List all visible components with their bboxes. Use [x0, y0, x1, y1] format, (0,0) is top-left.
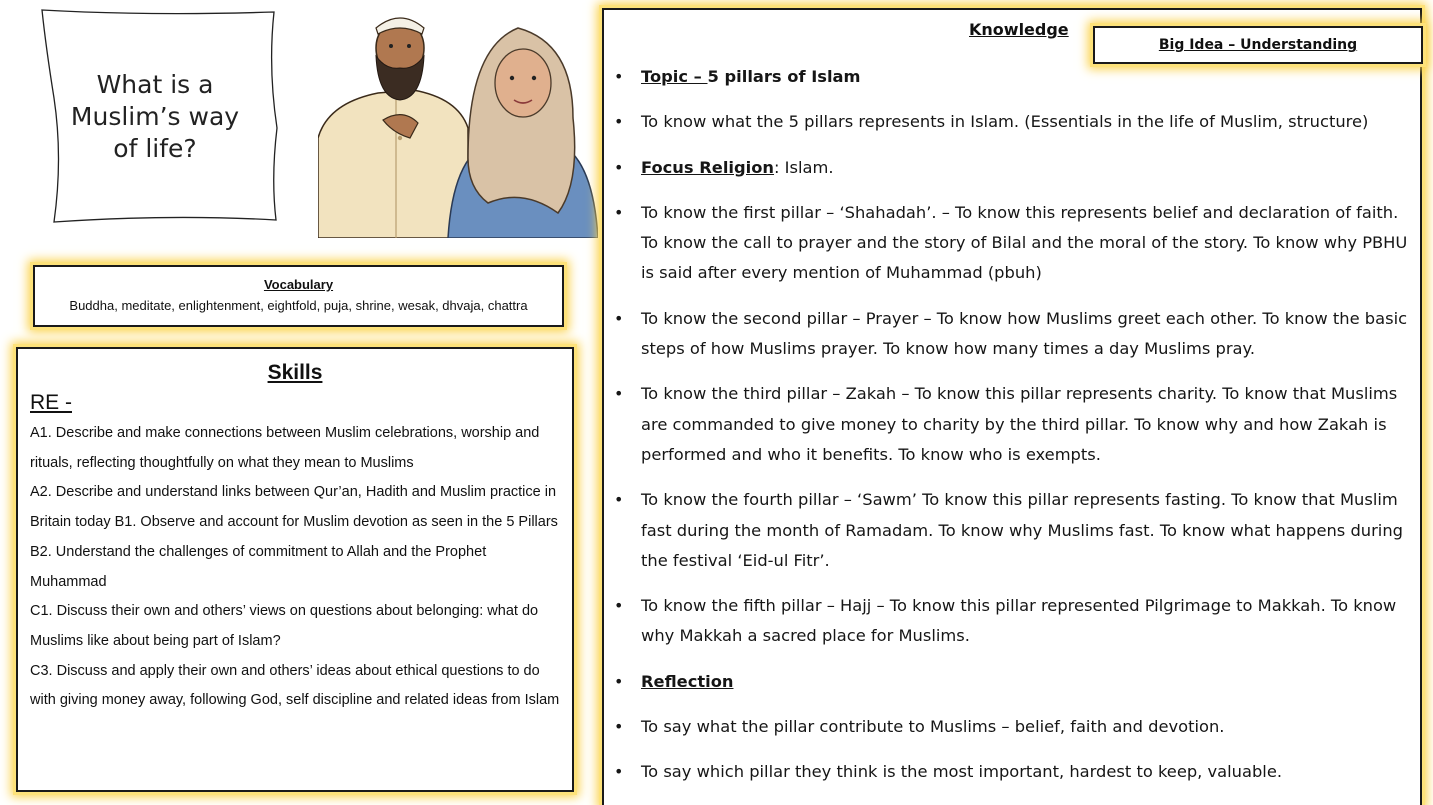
reflection-heading [614, 667, 1414, 697]
vocabulary-words: Buddha, meditate, enlightenment, eightfold, puja, shrine, wesak, dhvaja, chattra [69, 298, 528, 313]
skill-item: C3. Discuss and apply their own and others’ ideas about ethical questions to do with giving money away, following God, self discipline and related ideas from Islam [30, 662, 560, 709]
topic-item [614, 62, 1414, 92]
pillar-3-item: • To know the third pillar – Zakah – To know this pillar represents charity. To know that Muslims are commanded to give money to charity by the third pillar. To know why and how Zakah is performed and who it benefits. To know who is exempts. [614, 379, 1414, 470]
skill-item: A1. Describe and make connections between Muslim celebrations, worship and rituals, reflecting thoughtfully on what they mean to Muslims [30, 425, 540, 471]
big-idea-box: Big Idea – Understanding [1093, 26, 1423, 64]
focus-item [614, 153, 1414, 183]
title-card [30, 8, 280, 226]
vocabulary-box [33, 265, 564, 327]
focus-label: Focus Religion [641, 157, 775, 177]
focus-value: : Islam. [774, 157, 834, 177]
pillar-4-item: • To know the fourth pillar – ‘Sawm’ To know this pillar represents fasting. To know that Muslim fast during the month of Ramadam. To know why Muslims fast. To know what happens during the festival ‘Eid-ul Fitr’. [614, 485, 1414, 576]
skills-list [30, 419, 560, 716]
skills-box [16, 347, 574, 792]
pillar-2-item: • To know the second pillar – Prayer – To know how Muslims greet each other. To know the basic steps of how Muslims prayer. To know how many times a day Muslims pray. [614, 304, 1414, 365]
pillar-1-item: • To know the first pillar – ‘Shahadah’. – To know this represents belief and declaration of faith. To know the call to prayer and the story of Bilal and the moral of the story. To know why PBHU is said after every mention of Muhammad (pbuh) [614, 198, 1414, 289]
list-item: • To know what the 5 pillars represents in Islam. (Essentials in the life of Muslim, structure) [614, 107, 1414, 137]
pillar-5-item: • To know the fifth pillar – Hajj – To know this pillar represented Pilgrimage to Makkah. To know why Makkah a sacred place for Muslims. [614, 591, 1414, 652]
vocabulary-title: Vocabulary [263, 277, 334, 292]
topic-value: 5 pillars of Islam [707, 67, 861, 86]
skill-item: C1. Discuss their own and others’ views on questions about belonging: what do Muslims like about being part of Islam? [30, 603, 539, 649]
muslim-couple-illustration [318, 8, 598, 238]
reflection-item: • To say which pillar they think is the most important, hardest to keep, valuable. [614, 757, 1414, 787]
skills-subtitle: RE - [30, 391, 72, 414]
page-title: What is a Muslim’s way of life? [70, 70, 240, 163]
skill-item: B2. Understand the challenges of commitment to Allah and the Prophet Muhammad [30, 543, 487, 590]
topic-label: Topic – [641, 67, 708, 86]
knowledge-title: Knowledge [969, 20, 1069, 39]
skill-item: A2. Describe and understand links between Qur’an, Hadith and Muslim practice in Britain today B1. Observe and account for Muslim devotion as seen in the 5 Pillars [30, 484, 558, 531]
knowledge-list [614, 62, 1414, 803]
reflection-item: • To say what the pillar contribute to Muslims – belief, faith and devotion. [614, 712, 1414, 742]
knowledge-box [602, 8, 1422, 805]
skills-title: Skills [267, 361, 323, 384]
reflection-label: Reflection [641, 671, 734, 691]
